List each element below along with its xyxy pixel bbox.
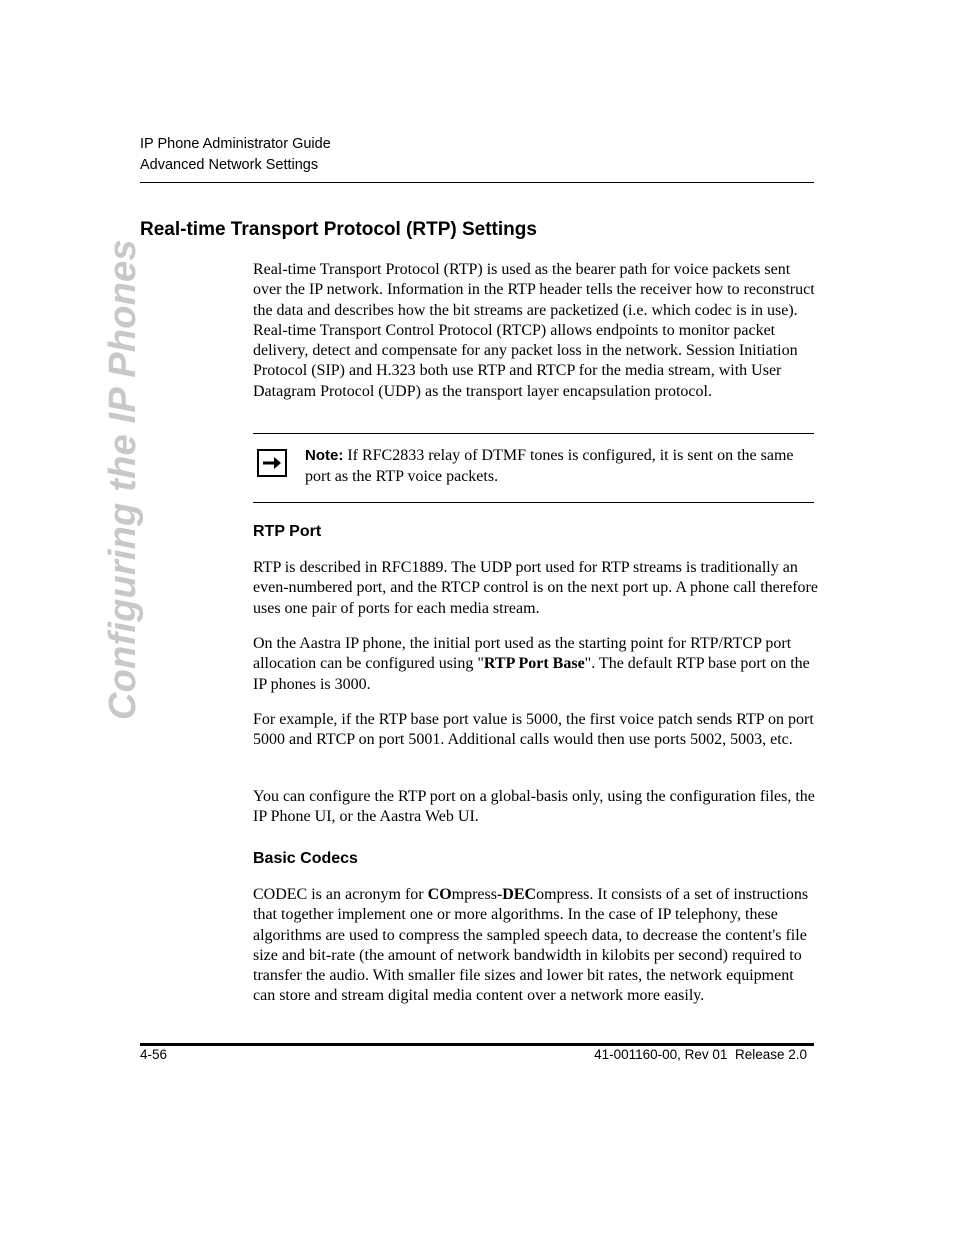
text-run: ". The default RTP base port on the IP phones is 3000. <box>253 655 810 693</box>
footer-divider <box>140 1043 814 1046</box>
intro-paragraph: Real-time Transport Protocol (RTP) is used as the bearer path for voice packets sent over the IP network. Information in the RTP header tells the receiver how to reconstruct the data and describes how the bit streams are packetized (i.e. which codec is in use). Real-time Transport Control Protocol (RTCP) allows endpoints to monitor packet delivery, detect and compensate for any packet loss in the network. Session Initiation Protocol (SIP) and H.323 both use RTP and RTCP for the media stream, with User Datagram Protocol (UDP) as the transport layer encapsulation protocol. <box>253 261 815 400</box>
note-bottom-divider <box>253 502 814 503</box>
page-number: 4-56 <box>140 1047 168 1062</box>
note-label: Note: <box>305 447 344 464</box>
rtp-port-heading: RTP Port <box>253 523 322 540</box>
note-top-divider <box>253 433 814 434</box>
basic-codecs-paragraph <box>253 885 819 1007</box>
text-run: On the Aastra IP phone, the initial port used as the starting point for RTP/RTCP port allocation can be configured using " <box>253 635 792 673</box>
vertical-chapter-title: Configuring the IP Phones <box>102 239 144 720</box>
document-number: 41-001160-00, Rev 01 Release 2.0 <box>594 1047 807 1062</box>
rtp-port-paragraph-4: You can configure the RTP port on a global-basis only, using the configuration files, the IP Phone UI, or the Aastra Web UI. <box>253 788 815 826</box>
rtp-port-base-term: RTP Port Base <box>483 655 585 673</box>
text-run: CODEC is an acronym for <box>253 886 428 903</box>
codec-acronym-dec: -DEC <box>496 886 537 903</box>
text-run: mpress <box>451 886 497 903</box>
codec-acronym-co: CO <box>427 886 452 903</box>
running-header-section: Advanced Network Settings <box>140 157 319 173</box>
arrow-right-icon <box>257 449 287 477</box>
text-run: . It consists of a set of instructions that together implement one or more algorithms. In the case of IP telephony, these algorithms are used to compress the sampled speech data, to decrease the content's file size and bit-rate (the amount of network bandwidth in kilobits per second) required to transfer the audio. With smaller file sizes and lower bit rates, the network equipment can store and stream digital media content over a network more easily. <box>253 886 809 1005</box>
header-divider <box>140 182 814 183</box>
note-text: If RFC2833 relay of DTMF tones is configured, it is sent on the same port as the RTP voice packets. <box>305 447 794 485</box>
section-heading: Real-time Transport Protocol (RTP) Settings <box>140 219 537 240</box>
rtp-port-paragraph-2 <box>253 634 819 695</box>
running-header-guide-title: IP Phone Administrator Guide <box>140 136 331 152</box>
rtp-port-paragraph-1: RTP is described in RFC1889. The UDP port used for RTP streams is traditionally an even-numbered port, and the RTCP control is on the next port up. A phone call therefore uses one pair of ports for each media stream. <box>253 559 818 617</box>
basic-codecs-heading: Basic Codecs <box>253 850 358 867</box>
note <box>305 445 815 487</box>
rtp-port-paragraph-3: For example, if the RTP base port value is 5000, the first voice patch sends RTP on port 5000 and RTCP on port 5001. Additional calls would then use ports 5002, 5003, etc. <box>253 711 814 749</box>
text-run: ompress <box>536 886 590 903</box>
